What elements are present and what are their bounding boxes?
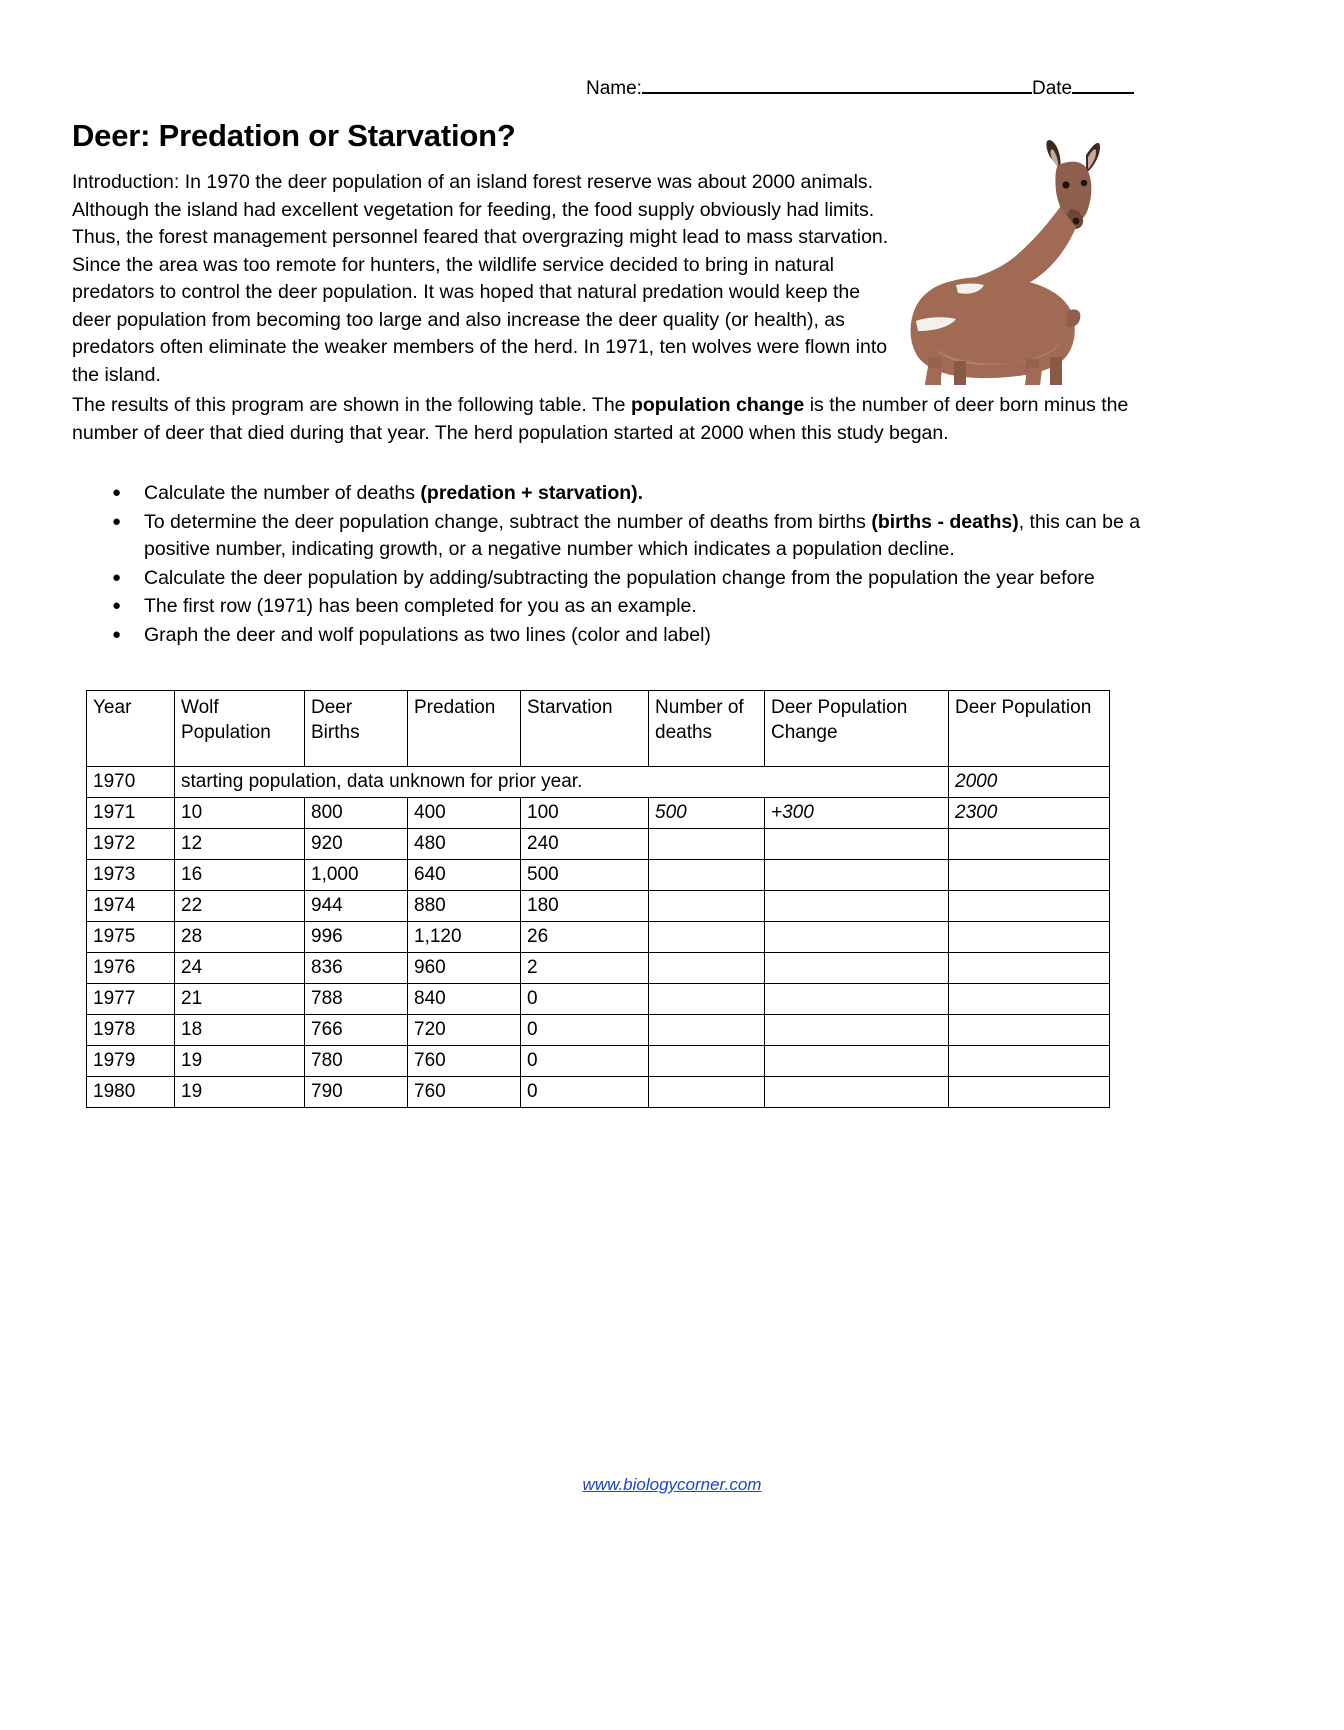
cell-wolf: 12 — [175, 829, 305, 860]
cell-deaths[interactable] — [649, 922, 765, 953]
results-text-1: The results of this program are shown in the following table. The — [72, 394, 631, 416]
cell-year: 1974 — [87, 891, 175, 922]
cell-starvation: 0 — [521, 1077, 649, 1108]
list-item — [104, 593, 1164, 621]
cell-change[interactable] — [765, 860, 949, 891]
cell-births: 1,000 — [305, 860, 408, 891]
cell-population[interactable] — [949, 953, 1110, 984]
table-row — [87, 798, 1110, 829]
cell-predation: 400 — [408, 798, 521, 829]
bullet-text-5a: Graph the deer and wolf populations as two lines (color and label) — [144, 623, 711, 646]
bullet-text-3a: Calculate the deer population by adding/subtracting the population change from the population the year before — [144, 566, 1095, 589]
cell-predation: 760 — [408, 1077, 521, 1108]
bullet-text-4a: The first row (1971) has been completed for you as an example. — [144, 595, 697, 617]
cell-change[interactable] — [765, 922, 949, 953]
table-row — [87, 1015, 1110, 1046]
cell-births: 836 — [305, 953, 408, 984]
cell-predation: 1,120 — [408, 922, 521, 953]
cell-predation: 720 — [408, 1015, 521, 1046]
cell-starvation: 500 — [521, 860, 649, 891]
table-row — [87, 953, 1110, 984]
cell-year: 1972 — [87, 829, 175, 860]
table-row — [87, 1077, 1110, 1108]
cell-starvation: 0 — [521, 1046, 649, 1077]
cell-year: 1973 — [87, 860, 175, 891]
column-header-number-of-deaths: Number of deaths — [649, 691, 765, 767]
cell-deaths[interactable] — [649, 984, 765, 1015]
cell-change[interactable] — [765, 829, 949, 860]
name-label: Name: — [586, 78, 642, 99]
cell-deaths[interactable] — [649, 891, 765, 922]
column-header-year: Year — [87, 691, 175, 767]
name-blank-line[interactable] — [642, 92, 1032, 94]
cell-starvation: 180 — [521, 891, 649, 922]
cell-change[interactable] — [765, 1046, 949, 1077]
cell-year: 1976 — [87, 953, 175, 984]
cell-change[interactable]: +300 — [765, 798, 949, 829]
cell-wolf: 24 — [175, 953, 305, 984]
cell-deaths[interactable] — [649, 1046, 765, 1077]
cell-change[interactable] — [765, 953, 949, 984]
cell-births: 766 — [305, 1015, 408, 1046]
cell-births: 944 — [305, 891, 408, 922]
cell-population[interactable] — [949, 829, 1110, 860]
cell-births: 790 — [305, 1077, 408, 1108]
cell-deaths[interactable] — [649, 1015, 765, 1046]
list-item — [104, 565, 1164, 593]
column-header-population-change: Deer Population Change — [765, 691, 949, 767]
list-item — [104, 480, 1164, 508]
cell-change[interactable] — [765, 1015, 949, 1046]
cell-deaths[interactable] — [649, 860, 765, 891]
cell-wolf: 21 — [175, 984, 305, 1015]
cell-year: 1975 — [87, 922, 175, 953]
table-row — [87, 1046, 1110, 1077]
cell-year: 1980 — [87, 1077, 175, 1108]
intro-paragraph: Introduction: In 1970 the deer population of an island forest reserve was about 2000 animals. Although the island had excellent vegetation for feeding, the food supply obviously had limits. Thus, the forest management personnel feared that overgrazing might lead to mass starvation. Since the area was too remote for hunters, the wildlife service decided to bring in natural predators to control the deer population. It was hoped that natural predation would keep the deer population from becoming too large and also increase the deer quality (or health), as predators often eliminate the weaker members of the herd. In 1971, ten wolves were flown into the island. — [72, 171, 889, 386]
bullet-text-1a: Calculate the number of deaths — [144, 482, 421, 504]
bullet-text-2b: (births - deaths) — [871, 510, 1019, 533]
cell-starvation: 26 — [521, 922, 649, 953]
cell-wolf: 22 — [175, 891, 305, 922]
table-row — [87, 984, 1110, 1015]
cell-births: 800 — [305, 798, 408, 829]
column-header-deer-births: Deer Births — [305, 691, 408, 767]
cell-population[interactable] — [949, 1015, 1110, 1046]
cell-predation: 840 — [408, 984, 521, 1015]
results-text-2: is the number of deer born minus the number of deer that died during that year. The herd population started at 2000 when this study began. — [72, 394, 1129, 444]
results-text-bold: population change — [630, 394, 805, 416]
cell-births: 996 — [305, 922, 408, 953]
cell-starvation: 240 — [521, 829, 649, 860]
table-row — [87, 860, 1110, 891]
bullet-text-1b: (predation + starvation). — [420, 482, 644, 504]
bullet-text-2a: To determine the deer population change, subtract the number of deaths from births — [144, 510, 872, 533]
cell-year: 1978 — [87, 1015, 175, 1046]
cell-population[interactable] — [949, 1046, 1110, 1077]
cell-year: 1970 — [87, 767, 175, 798]
cell-predation: 640 — [408, 860, 521, 891]
cell-year: 1977 — [87, 984, 175, 1015]
table-row-1970 — [87, 767, 1110, 798]
cell-change[interactable] — [765, 891, 949, 922]
table-body — [87, 767, 1110, 1108]
table-row — [87, 891, 1110, 922]
cell-wolf: 28 — [175, 922, 305, 953]
cell-deaths[interactable] — [649, 1077, 765, 1108]
cell-deaths[interactable] — [649, 829, 765, 860]
column-header-starvation: Starvation — [521, 691, 649, 767]
cell-starvation: 2 — [521, 953, 649, 984]
table-row — [87, 829, 1110, 860]
cell-wolf: 19 — [175, 1077, 305, 1108]
deer-illustration — [900, 135, 1150, 385]
cell-deer-population: 2000 — [949, 767, 1110, 798]
cell-deaths[interactable] — [649, 953, 765, 984]
cell-wolf: 19 — [175, 1046, 305, 1077]
table-row — [87, 922, 1110, 953]
bullet-text-2c: , this can be a positive number, indicating growth, or a negative number which indicates a population decline. — [144, 510, 1141, 560]
cell-predation: 760 — [408, 1046, 521, 1077]
cell-deaths[interactable]: 500 — [649, 798, 765, 829]
cell-starvation: 0 — [521, 1015, 649, 1046]
name-date-header — [586, 78, 1166, 100]
cell-starvation: 100 — [521, 798, 649, 829]
column-header-predation: Predation — [408, 691, 521, 767]
cell-population[interactable] — [949, 1077, 1110, 1108]
cell-wolf: 10 — [175, 798, 305, 829]
cell-predation: 960 — [408, 953, 521, 984]
page-title: Deer: Predation or Starvation? — [72, 118, 516, 153]
cell-population[interactable] — [949, 891, 1110, 922]
source-link[interactable]: www.biologycorner.com — [582, 1475, 762, 1494]
cell-predation: 880 — [408, 891, 521, 922]
cell-births: 920 — [305, 829, 408, 860]
cell-year: 1971 — [87, 798, 175, 829]
instructions-list — [104, 480, 1164, 650]
cell-change[interactable] — [765, 984, 949, 1015]
column-header-wolf-population: Wolf Population — [175, 691, 305, 767]
cell-births: 788 — [305, 984, 408, 1015]
cell-starvation: 0 — [521, 984, 649, 1015]
cell-wolf: 16 — [175, 860, 305, 891]
cell-year: 1979 — [87, 1046, 175, 1077]
cell-change[interactable] — [765, 1077, 949, 1108]
table-header-row — [87, 691, 1110, 767]
cell-predation: 480 — [408, 829, 521, 860]
list-item — [104, 509, 1164, 564]
deer-data-table — [86, 690, 1110, 1108]
table-header — [87, 691, 1110, 767]
date-label: Date — [1031, 78, 1073, 99]
cell-births: 780 — [305, 1046, 408, 1077]
list-item — [104, 622, 1164, 650]
results-paragraph — [72, 392, 1152, 447]
column-header-deer-population: Deer Population — [949, 691, 1110, 767]
cell-population[interactable] — [949, 860, 1110, 891]
date-blank-line[interactable] — [1072, 92, 1134, 94]
cell-wolf: 18 — [175, 1015, 305, 1046]
cell-population[interactable] — [949, 922, 1110, 953]
cell-population[interactable]: 2300 — [949, 798, 1110, 829]
cell-starting-population-note: starting population, data unknown for prior year. — [175, 767, 949, 798]
cell-population[interactable] — [949, 984, 1110, 1015]
